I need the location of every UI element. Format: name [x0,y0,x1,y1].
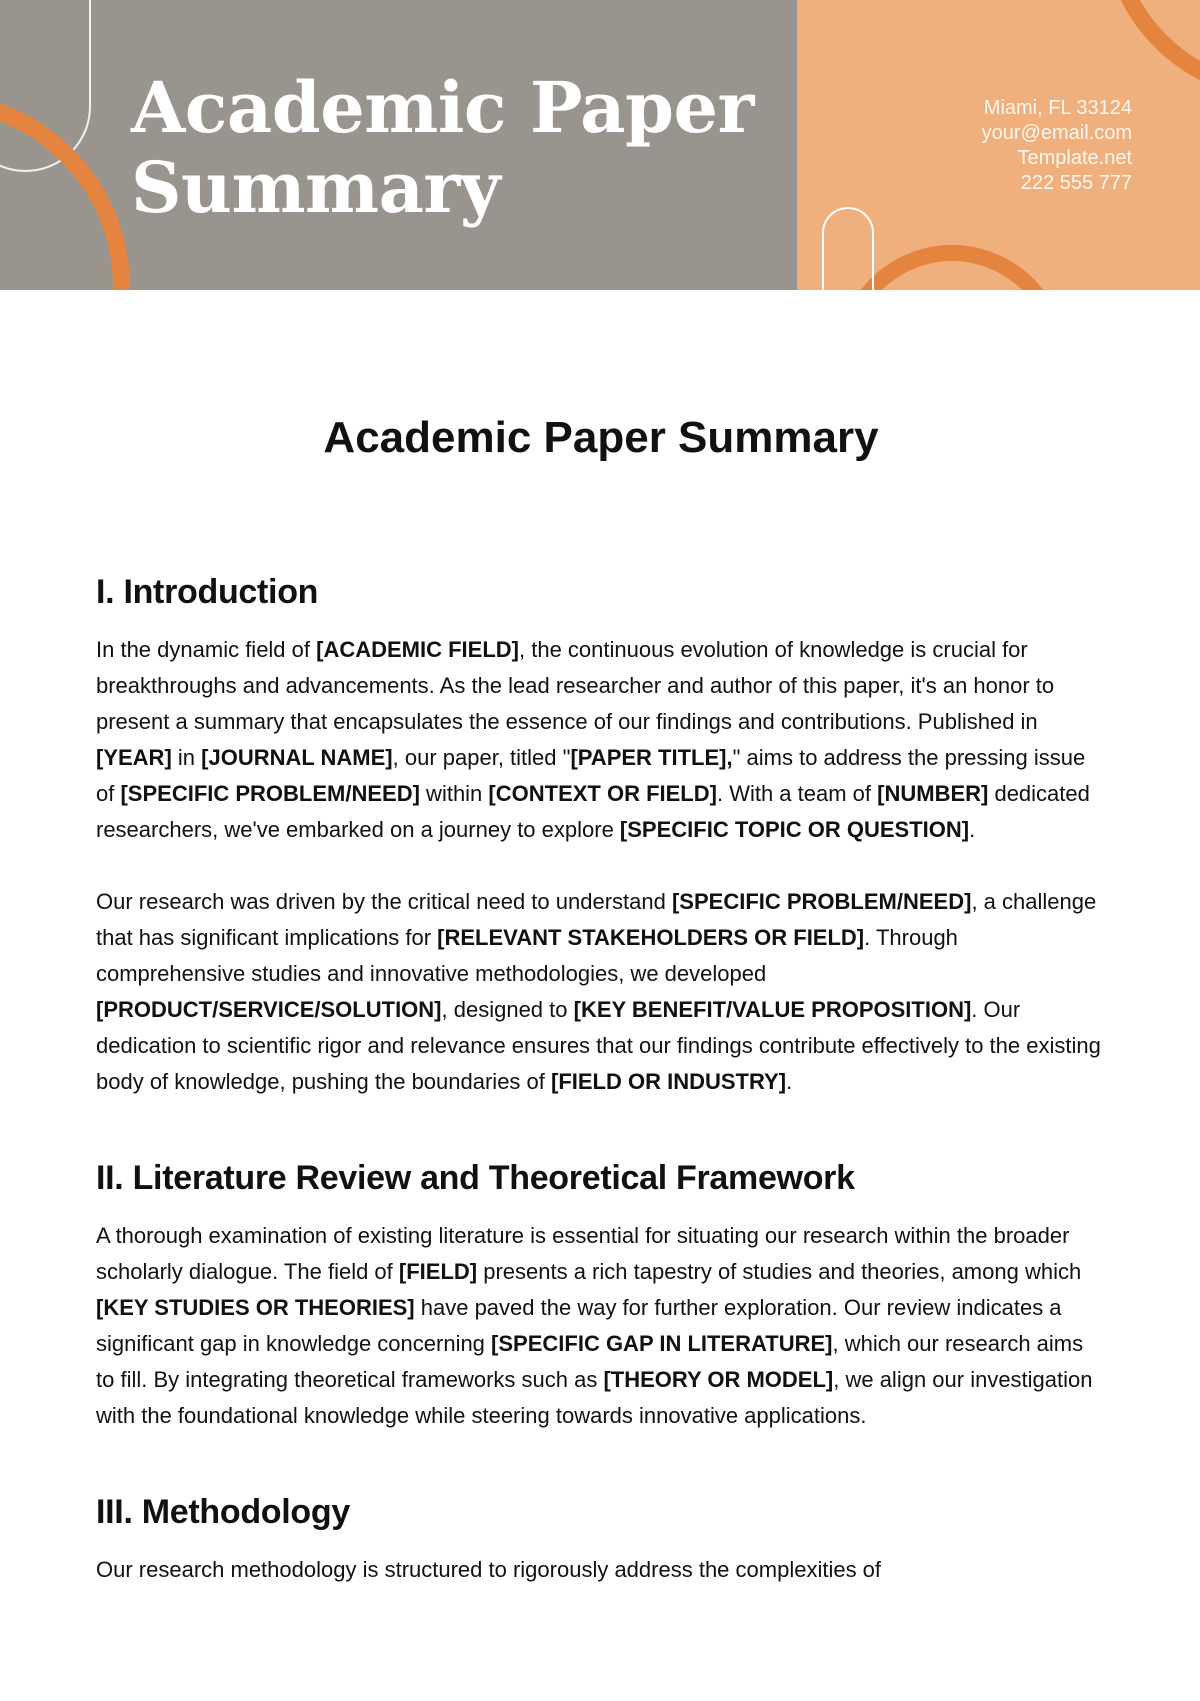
banner-title-line1: Academic Paper [131,66,754,149]
placeholder-field: [JOURNAL NAME] [201,745,393,770]
paragraph: In the dynamic field of [ACADEMIC FIELD], the continuous evolution of knowledge is crucial for breakthroughs and advancements. As the lead researcher and author of this paper, it's an honor to present a summary that encapsulates the essence of our findings and contributions. Published in [YEAR] in [JOURNAL NAME], our paper, titled "[PAPER TITLE]," aims to address the pressing issue of [SPECIFIC PROBLEM/NEED] within [CONTEXT OR FIELD]. With a team of [NUMBER] dedicated researchers, we've embarked on a journey to explore [SPECIFIC TOPIC OR QUESTION]. [96,637,1090,842]
placeholder-field: [RELEVANT STAKEHOLDERS OR FIELD] [437,925,865,950]
paragraph: Our research was driven by the critical need to understand [SPECIFIC PROBLEM/NEED], a challenge that has significant implications for [RELEVANT STAKEHOLDERS OR FIELD]. Through comprehensive studies and innovative methodologies, we developed [PRODUCT/SERVICE/SOLUTION], designed to [KEY BENEFIT/VALUE PROPOSITION]. Our dedication to scientific rigor and relevance ensures that our findings contribute effectively to the existing body of knowledge, pushing the boundaries of [FIELD OR INDUSTRY]. [96,889,1101,1094]
contact-info [880,96,1132,196]
placeholder-field: [SPECIFIC GAP IN LITERATURE] [491,1331,833,1356]
paragraph: A thorough examination of existing literature is essential for situating our research within the broader scholarly dialogue. The field of [FIELD] presents a rich tapestry of studies and theories, among which [KEY STUDIES OR THEORIES] have paved the way for further exploration. Our review indicates a significant gap in knowledge concerning [SPECIFIC GAP IN LITERATURE], which our research aims to fill. By integrating theoretical frameworks such as [THEORY OR MODEL], we align our investigation with the foundational knowledge while steering towards innovative applications. [96,1223,1093,1428]
placeholder-field: [PAPER TITLE], [570,745,733,770]
contact-email[interactable]: your@email.com [981,122,1132,144]
decorative-ring [1102,0,1200,100]
placeholder-field: [CONTEXT OR FIELD] [488,781,717,806]
placeholder-field: [FIELD OR INDUSTRY] [551,1069,787,1094]
banner-title-line2: Summary [131,146,500,229]
placeholder-field: [SPECIFIC PROBLEM/NEED] [671,889,972,914]
banner-title [131,68,754,228]
placeholder-field: [KEY BENEFIT/VALUE PROPOSITION] [573,997,972,1022]
placeholder-field: [THEORY OR MODEL] [603,1367,834,1392]
section-methodology [96,1490,1106,1588]
section-literature-review [96,1156,1106,1434]
contact-website[interactable]: Template.net [1017,147,1132,169]
document-title: Academic Paper Summary [323,413,879,462]
placeholder-field: [KEY STUDIES OR THEORIES] [96,1295,415,1320]
placeholder-field: [SPECIFIC PROBLEM/NEED] [120,781,420,806]
placeholder-field: [YEAR] [96,745,172,770]
placeholder-field: [ACADEMIC FIELD] [316,637,519,662]
section-heading: III. Methodology [96,1493,350,1531]
placeholder-field: [SPECIFIC TOPIC OR QUESTION] [619,817,970,842]
contact-phone: 222 555 777 [1020,172,1132,194]
section-heading: I. Introduction [96,573,319,611]
document-body [96,410,1106,1588]
placeholder-field: [FIELD] [398,1259,478,1284]
header-banner [0,0,1200,290]
placeholder-field: [PRODUCT/SERVICE/SOLUTION] [96,997,442,1022]
contact-address: Miami, FL 33124 [983,97,1132,119]
section-heading: II. Literature Review and Theoretical Framework [96,1159,855,1197]
decorative-pill-outline [822,207,874,290]
section-introduction [96,570,1106,1100]
paragraph: Our research methodology is structured to rigorously address the complexities of [96,1557,882,1582]
header-left-panel [0,0,797,290]
placeholder-field: [NUMBER] [877,781,989,806]
